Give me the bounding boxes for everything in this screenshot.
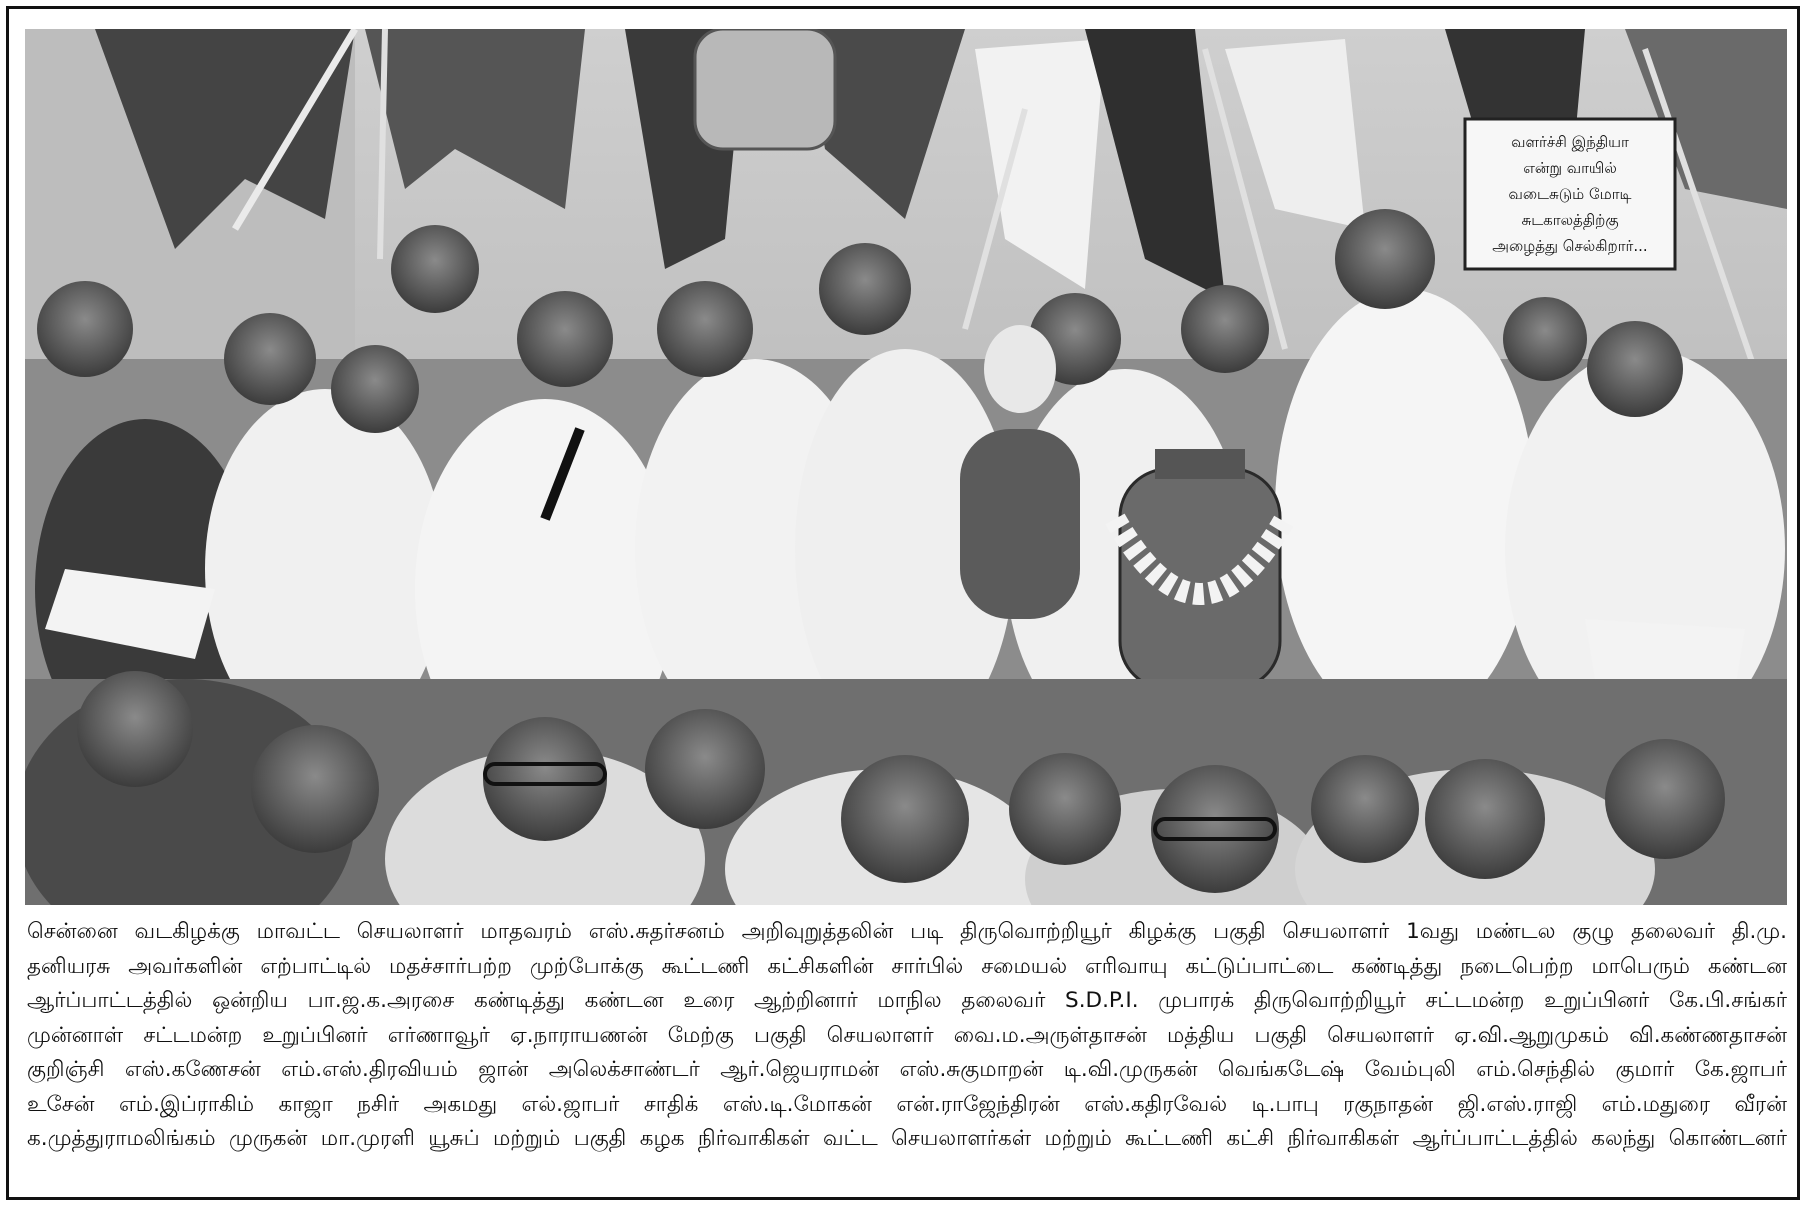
caption-line: சென்னை வடகிழக்கு மாவட்ட செயலாளர் மாதவரம் எஸ்.சுதர்சனம் அறிவுறுத்தலின் படி திருவொற்றியூர் கிழக்கு பகுதி செயலாளர் 1வது மண்டல குழு தலைவர் தி.மு. (27, 919, 1787, 944)
placard-line: சுடகாலத்திற்கு (1521, 211, 1619, 229)
placard-line: என்று வாயில் (1523, 159, 1617, 177)
placard-line: அழைத்து செல்கிறார்... (1492, 237, 1648, 255)
placard-line: வளர்ச்சி இந்தியா (1511, 133, 1629, 151)
caption-line: க.முத்துராமலிங்கம் முருகன் மா.முரளி யூசுப் மற்றும் பகுதி கழக நிர்வாகிகள் வட்ட செயலாளர்கள் மற்றும் கூட்டணி கட்சி நிர்வாகிகள் ஆர்ப்பாட்டத்தில் கலந்து கொண்டனர் (27, 1126, 1787, 1151)
crowd-front (25, 671, 1787, 905)
protest-photograph (25, 29, 1787, 905)
caption-line: முன்னாள் சட்டமன்ற உறுப்பினர் எர்ணாவூர் ஏ.நாராயணன் மேற்கு பகுதி செயலாளர் வை.ம.அருள்தாசன் மத்திய பகுதி செயலாளர் ஏ.வி.ஆறுமுகம் வி.கண்ணதாசன் (27, 1022, 1787, 1048)
news-clipping-frame (6, 6, 1800, 1200)
caption-line: உசேன் எம்.இப்ராகிம் காஜா நசிர் அகமது எல்.ஜாபர் சாதிக் எஸ்.டி.மோகன் என்.ராஜேந்திரன் எஸ்.கதிரவேல் டி.பாபு ரகுநாதன் ஜி.எஸ்.ராஜி எம்.மதுரை வீரன் (27, 1091, 1787, 1117)
caption-line: தனியரசு அவர்களின் எற்பாட்டில் மதச்சார்பற்ற முற்போக்கு கூட்டணி கட்சிகளின் சார்பில் சமையல் எரிவாயு கட்டுப்பாட்டை கண்டித்து நடைபெற்ற மாபெரும் கண்டன (27, 953, 1787, 979)
caption-line: குறிஞ்சி எஸ்.கணேசன் எம்.எஸ்.திரவியம் ஜான் அலெக்சாண்டர் ஆர்.ஜெயராமன் எஸ்.சுகுமாறன் டி.வி.முருகன் வெங்கடேஷ் வேம்புலி எம்.செந்தில் குமார் கே.ஜாபர் (27, 1057, 1787, 1082)
protest-placard (1465, 119, 1675, 269)
caption-line: ஆர்ப்பாட்டத்தில் ஒன்றிய பா.ஜ.க.அரசை கண்டித்து கண்டன உரை ஆற்றினார் மாநில தலைவர் S.D.P.I. முபாரக் திருவொற்றியூர் சட்டமன்ற உறுப்பினர் கே.பி.சங்கர் (27, 988, 1787, 1013)
placard-line: வடைசுடும் மோடி (1508, 185, 1632, 203)
photo-caption (23, 915, 1791, 1195)
